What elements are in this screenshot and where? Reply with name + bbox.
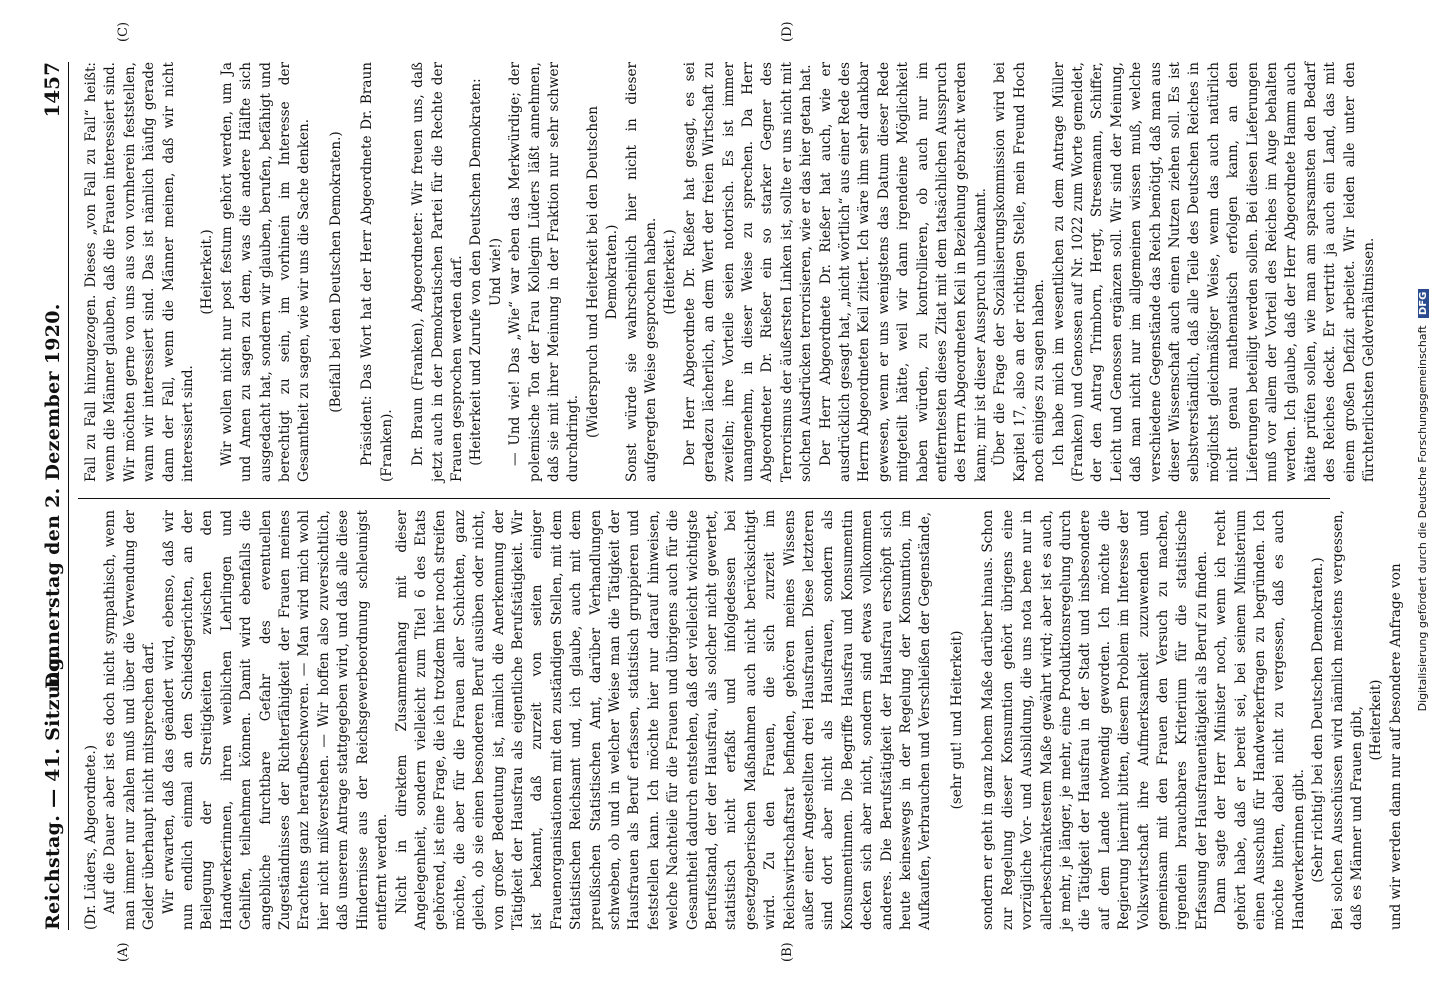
margin-marker-d: (D) xyxy=(780,21,795,42)
paragraph: Wir wollen nicht nur post festum gehört werden, um Ja und Amen zu sagen zu dem, was die andere Hälfte sich ausgedacht hat, sondern wir glauben, berufen, befähigt und berechtigt zu sein, im vorhinein im Interesse der Gesamtheit zu sagen, wie wir uns die Sache denken. xyxy=(218,62,313,482)
interjection: (Heiterkeit.) xyxy=(662,229,679,315)
paragraph: Bei solchen Ausschüssen wird nämlich meistens vergessen, daß es Männer und Frauen gibt, xyxy=(1329,510,1365,930)
speaker-opening: Dr. Braun (Franken), Abgeordneter: Wir freuen uns, daß jetzt auch in der Demokratischen Partei für die Rechte der Frauen gesprochen werden darf. xyxy=(410,62,465,482)
margin-marker-a: (A) xyxy=(116,942,131,962)
page-number: 1457 xyxy=(40,62,64,118)
interjection: (Sehr richtig! bei den Deutschen Demokraten.) xyxy=(1310,557,1327,883)
paragraph: sondern er geht in ganz hohem Maße darüber hinaus. Schon zur Regelung dieser Konsumtion gehört übrigens eine vorzügliche Vor- und Ausbildung, die uns nota bene nur in allerbeschränktestem Maße gewährt wird; aber ist es auch, je mehr, je länger, je mehr, eine Produktionsregelung durch die Tätigkeit der Hausfrau in der Stadt und insbesondere auf dem Lande notwendig geworden. Ich möchte die Regierung hiermit bitten, diesem Problem im Interesse der Volkswirtschaft ihre Aufmerksamkeit zuzuwenden und gemeinsam mit den Frauen den Versuch zu machen, irgendein brauchbares Kriterium für die statistische Erfassung der Hausfrauentätigkeit als Beruf zu finden. xyxy=(980,510,1210,930)
column-divider xyxy=(78,498,1330,499)
paragraph: Fall zu Fall hinzugezogen. Dieses „von Fall zu Fall“ heißt: wenn die Männer glauben, daß die Frauen interessiert sind. Wir möchten gerne von uns aus von vornherein feststellen, wann wir interessiert sind. Das ist nämlich häufig gerade dann der Fall, wenn die Männer meinen, daß wir nicht interessiert sind. xyxy=(83,62,197,482)
interjection: (Heiterkeit und Zurufe von den Deutschen Demokraten: Und wie!) xyxy=(468,78,504,466)
paragraph: Der Herr Abgeordnete Dr. Rießer hat auch, wie er ausdrücklich gesagt hat, „nicht wörtlich“ aus einer Rede des Herrn Abgeordneten Keil zitiert. Ich wäre ihm sehr dankbar gewesen, wenn er uns wenigstens das Datum dieser Rede mitgeteilt hätte, weil wir dann irgendeine Möglichkeit haben würden, zu kontrollieren, ob auch nur im entferntesten dieses Zitat mit dem tatsächlichen Ausspruch des Herrn Abgeordneten Keil in Beziehung gebracht werden kann; mir ist dieser Ausspruch unbekannt. xyxy=(817,62,989,482)
paragraph: Sonst würde sie wahrscheinlich hier nicht in dieser aufgeregten Weise gesprochen haben. xyxy=(623,62,659,482)
interjection: (sehr gut! und Heiterkeit) xyxy=(948,630,965,810)
digitization-credit xyxy=(1416,10,1436,990)
paragraph: Über die Frage der Sozialisierungskommission wird bei Kapitel 17, also an der richtigen Stelle, mein Freund Hoch noch einiges zu sagen haben. xyxy=(992,62,1048,482)
margin-marker-b: (B) xyxy=(780,942,795,962)
dfg-logo: DFG xyxy=(1418,289,1429,318)
paragraph: Der Herr Abgeordnete Dr. Rießer hat gesagt, es sei geradezu lächerlich, an dem Wert der freien Wirtschaft zu zweifeln; ihre Vorteile seien notorisch. Es ist immer unangenehm, in dieser Weise zu sprechen. Da Herr Abgeordneter Dr. Rießer ein so starker Gegner des Terrorismus der äußersten Linken ist, sollte er uns nicht mit solchen Ausdrücken terrorisieren, wie er das hier getan hat. xyxy=(681,62,815,482)
interjection: (Heiterkeit.) xyxy=(199,229,216,315)
header-date: Donnerstag den 2. Dezember 1920. xyxy=(42,303,64,689)
speaker-continuation: (Dr. Lüders, Abgeordnete.) xyxy=(83,744,99,930)
paragraph: und wir werden dann nur auf besondere Anfrage von xyxy=(1387,563,1404,930)
interjection: (Beifall bei den Deutschen Demokraten.) xyxy=(327,131,344,413)
left-column xyxy=(82,510,1404,930)
credit-text: Digitalisierung gefördert durch die Deutsche Forschungsgemeinschaft xyxy=(1416,325,1429,712)
paragraph: Auf die Dauer aber ist es doch nicht sympathisch, wenn man immer nur zahlen muß und über die Verwendung der Gelder überhaupt nicht mitsprechen darf. xyxy=(102,510,158,930)
paragraph: Wir erwarten, daß das geändert wird, ebenso, daß wir nun endlich einmal an den Schiedsgerichten, an der Beilegung der Streitigkeiten zwischen den Handwerkerinnen, ihren weiblichen Lehrlingen und Gehilfen, teilnehmen können. Damit wird ebenfalls die angebliche furchtbare Gefahr des eventuellen Zugeständnisses der Richterfähigkeit der Frauen meines Erachtens ganz heraufbeschworen. — Man wird mich wohl hier nicht mißverstehen. — Wir hoffen also zuversichtlich, daß unserem Antrage stattgegeben wird, und daß alle diese Hindernisse aus der Reichsgewerbeordnung schleunigst entfernt werden. xyxy=(160,510,391,930)
margin-marker-c: (C) xyxy=(116,21,131,42)
page-header xyxy=(38,62,69,930)
interjection: (Heiterkeit) xyxy=(1368,679,1385,761)
paragraph: Dann sagte der Herr Minister noch, wenn ich recht gehört habe, daß er bereit sei, bei seinem Ministerium einen Ausschuß für Handwerkerfragen zu begründen. Ich möchte bitten, dabei nicht zu vergessen, daß es auch Handwerkerinnen gibt. xyxy=(1213,510,1307,930)
president-remark: Präsident: Das Wort hat der Herr Abgeordnete Dr. Braun (Franken). xyxy=(359,62,395,482)
right-column xyxy=(82,62,1377,482)
interjection: (Widerspruch und Heiterkeit bei den Deutschen Demokraten.) xyxy=(584,106,621,438)
paragraph: Ich habe mich im wesentlichen zu dem Antrage Müller (Franken) und Genossen auf Nr. 1022 zum Worte gemeldet, der den Antrag Trimborn, Hergt, Stresemann, Schiffer, Leicht und Genossen ergänzen soll. Wir sind der Meinung, daß man nicht nur im allgemeinen wissen muß, welche verschiedene Gegenstände das Reich benötigt, daß man aus dieser Wissenschaft auch einen Nutzen ziehen soll. Es ist selbstverständlich, daß alle Teile des Deutschen Reiches in möglichst gleichmäßiger Weise, wenn das auch natürlich nicht genau mathematisch erfolgen kann, an den Lieferungen beteiligt werden sollen. Bei diesen Lieferungen muß vor allem der Vorteil des Reiches im Auge behalten werden. Ich glaube, daß der Herr Abgeordnete Hamm auch hätte prüfen sollen, wie man am sparsamsten den Bedarf des Reiches deckt. Er vertritt ja auch ein Land, das mit einem großen Defizit arbeitet. Wir leiden alle unter den fürchterlichsten Geldverhältnissen. xyxy=(1050,62,1377,482)
paragraph: Nicht in direktem Zusammenhang mit dieser Angelegenheit, sondern vielleicht zum Titel 6 des Etats gehörend, ist eine Frage, die ich trotzdem hier noch streifen möchte, die aber für die Frauen aller Schichten, ganz gleich, ob sie einen besonderen Beruf ausüben oder nicht, von großer Bedeutung ist, nämlich die Anerkennung der Tätigkeit der Hausfrau als eigentliche Berufstätigkeit. Wir ist bekannt, daß zurzeit von seiten einiger Frauenorganisationen mit den zuständigen Stellen, mit dem Statistischen Reichsamt und, ich glaube, auch mit dem preußischen Statistischen Amt, darüber Verhandlungen schweben, ob und in welcher Weise man die Tätigkeit der Hausfrauen als Beruf erfassen, statistisch gruppieren und feststellen kann. Ich möchte hier nur darauf hinweisen, welche Nachteile für die Frauen und übrigens auch für die Gesamtheit dadurch entstehen, daß der vielleicht wichtigste Berufsstand, der der Hausfrau, als solcher nicht gewertet, statistisch nicht erfaßt und infolgedessen bei gesetzgeberischen Maßnahmen auch nicht berücksichtigt wird. Zu den Frauen, die sich zurzeit im Reichswirtschaftsrat befinden, gehören meines Wissens außer einer Angestellten drei Hausfrauen. Diese letzteren sind dort aber nicht als Hausfrauen, sondern als Konsumentinnen. Die Begriffe Hausfrau und Konsumentin decken sich aber nicht, sondern sind etwas vollkommen anderes. Die Berufstätigkeit der Hausfrau erschöpft sich heute keineswegs in der Regelung der Konsumtion, im Aufkaufen, Verbrauchen und Verschleißen der Gegenstände, xyxy=(393,510,934,930)
header-session: Reichstag. — 41. Sitzung. xyxy=(42,650,64,930)
paragraph: — Und wie! Das „Wie“ war eben das Merkwürdige; der polemische Ton der Frau Kollegin Lüders läßt annehmen, daß sie mit ihrer Meinung in der Fraktion nur sehr schwer durchdringt. xyxy=(507,62,582,482)
